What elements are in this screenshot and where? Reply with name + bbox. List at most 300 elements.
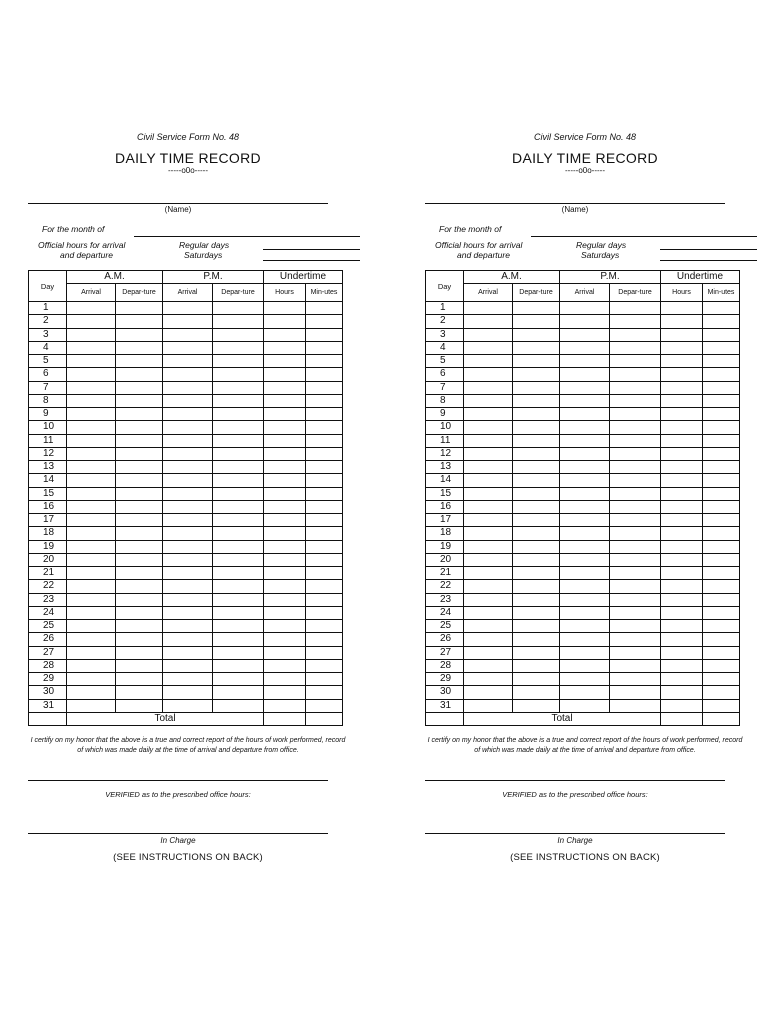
am-arrival-cell[interactable] <box>464 646 513 659</box>
undertime-minutes-cell[interactable] <box>703 394 740 407</box>
pm-departure-cell[interactable] <box>610 447 661 460</box>
am-arrival-cell[interactable] <box>464 341 513 354</box>
am-departure-cell[interactable] <box>513 421 560 434</box>
pm-departure-cell[interactable] <box>610 302 661 315</box>
am-arrival-cell[interactable] <box>464 355 513 368</box>
undertime-minutes-cell[interactable] <box>306 434 343 447</box>
undertime-hours-cell[interactable] <box>661 341 703 354</box>
am-departure-cell[interactable] <box>513 686 560 699</box>
pm-departure-cell[interactable] <box>213 620 264 633</box>
am-departure-cell[interactable] <box>116 514 163 527</box>
am-departure-cell[interactable] <box>116 633 163 646</box>
pm-arrival-cell[interactable] <box>560 699 610 712</box>
am-departure-cell[interactable] <box>513 606 560 619</box>
undertime-hours-cell[interactable] <box>264 500 306 513</box>
undertime-hours-cell[interactable] <box>661 673 703 686</box>
pm-arrival-cell[interactable] <box>163 646 213 659</box>
pm-departure-cell[interactable] <box>213 540 264 553</box>
pm-arrival-cell[interactable] <box>163 686 213 699</box>
undertime-hours-cell[interactable] <box>264 315 306 328</box>
undertime-minutes-cell[interactable] <box>703 381 740 394</box>
undertime-minutes-cell[interactable] <box>703 434 740 447</box>
pm-departure-cell[interactable] <box>610 580 661 593</box>
am-departure-cell[interactable] <box>513 381 560 394</box>
undertime-hours-cell[interactable] <box>264 567 306 580</box>
pm-departure-cell[interactable] <box>213 659 264 672</box>
am-arrival-cell[interactable] <box>464 302 513 315</box>
am-arrival-cell[interactable] <box>464 567 513 580</box>
am-departure-cell[interactable] <box>513 302 560 315</box>
am-departure-cell[interactable] <box>513 315 560 328</box>
am-departure-cell[interactable] <box>116 487 163 500</box>
undertime-minutes-cell[interactable] <box>703 355 740 368</box>
signature-line[interactable] <box>425 780 725 781</box>
undertime-minutes-cell[interactable] <box>306 394 343 407</box>
in-charge-signature-line[interactable] <box>28 833 328 834</box>
pm-arrival-cell[interactable] <box>560 434 610 447</box>
undertime-minutes-cell[interactable] <box>703 606 740 619</box>
am-arrival-cell[interactable] <box>67 355 116 368</box>
pm-departure-cell[interactable] <box>610 381 661 394</box>
pm-arrival-cell[interactable] <box>560 421 610 434</box>
pm-departure-cell[interactable] <box>610 341 661 354</box>
undertime-hours-cell[interactable] <box>661 659 703 672</box>
am-departure-cell[interactable] <box>116 302 163 315</box>
am-arrival-cell[interactable] <box>67 328 116 341</box>
am-arrival-cell[interactable] <box>67 699 116 712</box>
am-arrival-cell[interactable] <box>67 686 116 699</box>
pm-arrival-cell[interactable] <box>163 659 213 672</box>
pm-arrival-cell[interactable] <box>163 408 213 421</box>
am-arrival-cell[interactable] <box>67 500 116 513</box>
undertime-minutes-cell[interactable] <box>703 500 740 513</box>
pm-departure-cell[interactable] <box>610 633 661 646</box>
pm-departure-cell[interactable] <box>610 487 661 500</box>
undertime-minutes-cell[interactable] <box>306 633 343 646</box>
am-arrival-cell[interactable] <box>464 659 513 672</box>
pm-arrival-cell[interactable] <box>163 421 213 434</box>
pm-arrival-cell[interactable] <box>560 302 610 315</box>
pm-departure-cell[interactable] <box>610 540 661 553</box>
am-arrival-cell[interactable] <box>67 487 116 500</box>
pm-arrival-cell[interactable] <box>560 646 610 659</box>
undertime-minutes-cell[interactable] <box>703 421 740 434</box>
pm-departure-cell[interactable] <box>213 461 264 474</box>
am-departure-cell[interactable] <box>513 514 560 527</box>
am-departure-cell[interactable] <box>116 686 163 699</box>
pm-arrival-cell[interactable] <box>163 447 213 460</box>
undertime-hours-cell[interactable] <box>661 527 703 540</box>
pm-arrival-cell[interactable] <box>163 580 213 593</box>
name-line[interactable] <box>425 203 725 204</box>
pm-departure-cell[interactable] <box>213 315 264 328</box>
undertime-hours-cell[interactable] <box>264 699 306 712</box>
pm-departure-cell[interactable] <box>610 527 661 540</box>
pm-departure-cell[interactable] <box>213 408 264 421</box>
pm-arrival-cell[interactable] <box>560 447 610 460</box>
undertime-hours-cell[interactable] <box>661 606 703 619</box>
undertime-hours-cell[interactable] <box>264 659 306 672</box>
undertime-minutes-cell[interactable] <box>306 341 343 354</box>
undertime-hours-cell[interactable] <box>661 620 703 633</box>
undertime-hours-cell[interactable] <box>264 540 306 553</box>
am-arrival-cell[interactable] <box>464 434 513 447</box>
undertime-minutes-cell[interactable] <box>703 408 740 421</box>
undertime-hours-cell[interactable] <box>661 646 703 659</box>
am-departure-cell[interactable] <box>513 620 560 633</box>
pm-arrival-cell[interactable] <box>560 567 610 580</box>
undertime-minutes-cell[interactable] <box>703 447 740 460</box>
undertime-hours-cell[interactable] <box>661 540 703 553</box>
am-arrival-cell[interactable] <box>464 620 513 633</box>
am-departure-cell[interactable] <box>116 368 163 381</box>
pm-departure-cell[interactable] <box>213 341 264 354</box>
pm-arrival-cell[interactable] <box>560 593 610 606</box>
pm-departure-cell[interactable] <box>610 699 661 712</box>
pm-arrival-cell[interactable] <box>163 620 213 633</box>
undertime-minutes-cell[interactable] <box>703 461 740 474</box>
pm-arrival-cell[interactable] <box>560 394 610 407</box>
pm-arrival-cell[interactable] <box>560 500 610 513</box>
am-departure-cell[interactable] <box>116 434 163 447</box>
am-arrival-cell[interactable] <box>67 447 116 460</box>
pm-departure-cell[interactable] <box>213 699 264 712</box>
am-arrival-cell[interactable] <box>67 368 116 381</box>
am-departure-cell[interactable] <box>116 461 163 474</box>
pm-departure-cell[interactable] <box>610 606 661 619</box>
am-departure-cell[interactable] <box>116 673 163 686</box>
am-arrival-cell[interactable] <box>464 580 513 593</box>
undertime-minutes-cell[interactable] <box>703 673 740 686</box>
pm-arrival-cell[interactable] <box>560 606 610 619</box>
am-arrival-cell[interactable] <box>67 553 116 566</box>
am-arrival-cell[interactable] <box>464 447 513 460</box>
am-arrival-cell[interactable] <box>464 381 513 394</box>
undertime-hours-cell[interactable] <box>661 368 703 381</box>
pm-arrival-cell[interactable] <box>560 461 610 474</box>
undertime-hours-cell[interactable] <box>264 553 306 566</box>
pm-departure-cell[interactable] <box>213 527 264 540</box>
am-arrival-cell[interactable] <box>67 461 116 474</box>
am-arrival-cell[interactable] <box>464 527 513 540</box>
undertime-minutes-cell[interactable] <box>306 302 343 315</box>
am-arrival-cell[interactable] <box>67 514 116 527</box>
am-arrival-cell[interactable] <box>464 686 513 699</box>
pm-departure-cell[interactable] <box>213 500 264 513</box>
pm-departure-cell[interactable] <box>213 421 264 434</box>
undertime-minutes-cell[interactable] <box>703 699 740 712</box>
undertime-minutes-cell[interactable] <box>306 540 343 553</box>
undertime-hours-cell[interactable] <box>264 580 306 593</box>
undertime-minutes-cell[interactable] <box>703 341 740 354</box>
undertime-minutes-cell[interactable] <box>306 368 343 381</box>
undertime-minutes-cell[interactable] <box>703 487 740 500</box>
undertime-hours-cell[interactable] <box>264 620 306 633</box>
undertime-minutes-cell[interactable] <box>306 567 343 580</box>
undertime-hours-cell[interactable] <box>661 553 703 566</box>
am-departure-cell[interactable] <box>116 527 163 540</box>
am-arrival-cell[interactable] <box>464 606 513 619</box>
pm-departure-cell[interactable] <box>610 646 661 659</box>
am-arrival-cell[interactable] <box>464 633 513 646</box>
am-departure-cell[interactable] <box>513 699 560 712</box>
pm-departure-cell[interactable] <box>610 659 661 672</box>
undertime-hours-cell[interactable] <box>661 302 703 315</box>
undertime-hours-cell[interactable] <box>661 686 703 699</box>
undertime-hours-cell[interactable] <box>264 673 306 686</box>
pm-departure-cell[interactable] <box>213 328 264 341</box>
am-departure-cell[interactable] <box>116 341 163 354</box>
am-arrival-cell[interactable] <box>464 487 513 500</box>
pm-arrival-cell[interactable] <box>560 514 610 527</box>
pm-arrival-cell[interactable] <box>163 567 213 580</box>
undertime-hours-cell[interactable] <box>661 633 703 646</box>
pm-departure-cell[interactable] <box>610 567 661 580</box>
am-departure-cell[interactable] <box>513 500 560 513</box>
am-departure-cell[interactable] <box>513 474 560 487</box>
am-departure-cell[interactable] <box>116 355 163 368</box>
am-departure-cell[interactable] <box>116 447 163 460</box>
pm-arrival-cell[interactable] <box>163 381 213 394</box>
am-arrival-cell[interactable] <box>464 368 513 381</box>
undertime-hours-cell[interactable] <box>264 646 306 659</box>
am-arrival-cell[interactable] <box>464 673 513 686</box>
undertime-minutes-cell[interactable] <box>306 673 343 686</box>
pm-departure-cell[interactable] <box>213 381 264 394</box>
am-departure-cell[interactable] <box>513 368 560 381</box>
undertime-minutes-cell[interactable] <box>703 686 740 699</box>
pm-departure-cell[interactable] <box>213 447 264 460</box>
am-arrival-cell[interactable] <box>67 394 116 407</box>
am-arrival-cell[interactable] <box>464 474 513 487</box>
am-departure-cell[interactable] <box>513 540 560 553</box>
undertime-minutes-cell[interactable] <box>703 620 740 633</box>
pm-arrival-cell[interactable] <box>560 580 610 593</box>
am-departure-cell[interactable] <box>116 646 163 659</box>
am-departure-cell[interactable] <box>513 580 560 593</box>
undertime-minutes-cell[interactable] <box>306 381 343 394</box>
undertime-hours-cell[interactable] <box>661 394 703 407</box>
undertime-minutes-cell[interactable] <box>306 606 343 619</box>
pm-arrival-cell[interactable] <box>560 315 610 328</box>
undertime-hours-cell[interactable] <box>264 408 306 421</box>
am-departure-cell[interactable] <box>513 593 560 606</box>
pm-departure-cell[interactable] <box>213 686 264 699</box>
undertime-hours-cell[interactable] <box>264 593 306 606</box>
pm-arrival-cell[interactable] <box>560 673 610 686</box>
pm-arrival-cell[interactable] <box>163 514 213 527</box>
undertime-hours-cell[interactable] <box>264 341 306 354</box>
pm-arrival-cell[interactable] <box>163 315 213 328</box>
saturdays-line[interactable] <box>263 260 360 261</box>
pm-arrival-cell[interactable] <box>163 368 213 381</box>
pm-arrival-cell[interactable] <box>163 474 213 487</box>
pm-arrival-cell[interactable] <box>163 302 213 315</box>
undertime-minutes-cell[interactable] <box>306 355 343 368</box>
pm-departure-cell[interactable] <box>610 355 661 368</box>
undertime-minutes-cell[interactable] <box>306 461 343 474</box>
pm-departure-cell[interactable] <box>610 434 661 447</box>
pm-departure-cell[interactable] <box>610 394 661 407</box>
saturdays-line[interactable] <box>660 260 757 261</box>
am-arrival-cell[interactable] <box>67 567 116 580</box>
am-departure-cell[interactable] <box>116 315 163 328</box>
am-departure-cell[interactable] <box>116 474 163 487</box>
pm-departure-cell[interactable] <box>213 553 264 566</box>
am-departure-cell[interactable] <box>116 540 163 553</box>
pm-arrival-cell[interactable] <box>560 341 610 354</box>
am-arrival-cell[interactable] <box>67 606 116 619</box>
undertime-hours-cell[interactable] <box>661 699 703 712</box>
pm-arrival-cell[interactable] <box>560 540 610 553</box>
undertime-minutes-cell[interactable] <box>306 408 343 421</box>
pm-departure-cell[interactable] <box>610 328 661 341</box>
am-departure-cell[interactable] <box>513 553 560 566</box>
am-departure-cell[interactable] <box>513 394 560 407</box>
pm-arrival-cell[interactable] <box>560 487 610 500</box>
am-arrival-cell[interactable] <box>464 461 513 474</box>
undertime-hours-cell[interactable] <box>264 487 306 500</box>
total-minutes-cell[interactable] <box>306 712 343 725</box>
undertime-minutes-cell[interactable] <box>306 646 343 659</box>
am-departure-cell[interactable] <box>513 633 560 646</box>
undertime-hours-cell[interactable] <box>264 633 306 646</box>
undertime-hours-cell[interactable] <box>661 315 703 328</box>
undertime-hours-cell[interactable] <box>661 593 703 606</box>
am-arrival-cell[interactable] <box>464 394 513 407</box>
pm-arrival-cell[interactable] <box>560 686 610 699</box>
pm-departure-cell[interactable] <box>213 673 264 686</box>
am-departure-cell[interactable] <box>116 381 163 394</box>
pm-arrival-cell[interactable] <box>163 553 213 566</box>
pm-arrival-cell[interactable] <box>560 381 610 394</box>
undertime-hours-cell[interactable] <box>264 381 306 394</box>
pm-arrival-cell[interactable] <box>560 368 610 381</box>
undertime-hours-cell[interactable] <box>661 381 703 394</box>
undertime-minutes-cell[interactable] <box>703 659 740 672</box>
undertime-minutes-cell[interactable] <box>306 553 343 566</box>
undertime-hours-cell[interactable] <box>264 686 306 699</box>
am-departure-cell[interactable] <box>513 434 560 447</box>
pm-arrival-cell[interactable] <box>163 673 213 686</box>
am-arrival-cell[interactable] <box>67 593 116 606</box>
undertime-minutes-cell[interactable] <box>703 567 740 580</box>
pm-arrival-cell[interactable] <box>163 461 213 474</box>
am-arrival-cell[interactable] <box>67 673 116 686</box>
pm-departure-cell[interactable] <box>610 673 661 686</box>
in-charge-signature-line[interactable] <box>425 833 725 834</box>
undertime-hours-cell[interactable] <box>661 487 703 500</box>
pm-departure-cell[interactable] <box>213 606 264 619</box>
month-line[interactable] <box>134 236 360 237</box>
pm-departure-cell[interactable] <box>213 593 264 606</box>
am-departure-cell[interactable] <box>513 487 560 500</box>
pm-arrival-cell[interactable] <box>560 527 610 540</box>
pm-arrival-cell[interactable] <box>560 633 610 646</box>
undertime-hours-cell[interactable] <box>661 500 703 513</box>
pm-arrival-cell[interactable] <box>163 500 213 513</box>
pm-arrival-cell[interactable] <box>560 474 610 487</box>
undertime-hours-cell[interactable] <box>264 606 306 619</box>
undertime-hours-cell[interactable] <box>264 421 306 434</box>
am-arrival-cell[interactable] <box>67 659 116 672</box>
pm-arrival-cell[interactable] <box>560 620 610 633</box>
pm-arrival-cell[interactable] <box>560 355 610 368</box>
pm-arrival-cell[interactable] <box>163 328 213 341</box>
undertime-hours-cell[interactable] <box>661 567 703 580</box>
undertime-hours-cell[interactable] <box>264 328 306 341</box>
pm-departure-cell[interactable] <box>213 646 264 659</box>
undertime-minutes-cell[interactable] <box>306 500 343 513</box>
am-departure-cell[interactable] <box>116 659 163 672</box>
undertime-minutes-cell[interactable] <box>703 540 740 553</box>
undertime-hours-cell[interactable] <box>264 394 306 407</box>
am-departure-cell[interactable] <box>513 461 560 474</box>
am-departure-cell[interactable] <box>116 553 163 566</box>
regular-days-line[interactable] <box>660 249 757 250</box>
pm-arrival-cell[interactable] <box>560 328 610 341</box>
pm-arrival-cell[interactable] <box>560 659 610 672</box>
undertime-hours-cell[interactable] <box>661 355 703 368</box>
am-departure-cell[interactable] <box>116 699 163 712</box>
am-arrival-cell[interactable] <box>67 315 116 328</box>
total-hours-cell[interactable] <box>661 712 703 725</box>
undertime-minutes-cell[interactable] <box>306 447 343 460</box>
am-arrival-cell[interactable] <box>464 540 513 553</box>
pm-arrival-cell[interactable] <box>163 355 213 368</box>
am-arrival-cell[interactable] <box>464 500 513 513</box>
pm-departure-cell[interactable] <box>213 514 264 527</box>
undertime-hours-cell[interactable] <box>661 461 703 474</box>
undertime-hours-cell[interactable] <box>264 447 306 460</box>
pm-arrival-cell[interactable] <box>163 606 213 619</box>
undertime-hours-cell[interactable] <box>661 408 703 421</box>
pm-departure-cell[interactable] <box>610 408 661 421</box>
undertime-hours-cell[interactable] <box>661 421 703 434</box>
total-hours-cell[interactable] <box>264 712 306 725</box>
am-departure-cell[interactable] <box>116 500 163 513</box>
am-arrival-cell[interactable] <box>67 302 116 315</box>
pm-departure-cell[interactable] <box>213 580 264 593</box>
am-departure-cell[interactable] <box>513 447 560 460</box>
pm-arrival-cell[interactable] <box>163 593 213 606</box>
pm-arrival-cell[interactable] <box>163 341 213 354</box>
pm-departure-cell[interactable] <box>610 514 661 527</box>
pm-departure-cell[interactable] <box>213 302 264 315</box>
pm-departure-cell[interactable] <box>213 394 264 407</box>
pm-departure-cell[interactable] <box>213 567 264 580</box>
pm-arrival-cell[interactable] <box>163 540 213 553</box>
undertime-minutes-cell[interactable] <box>703 474 740 487</box>
am-departure-cell[interactable] <box>513 659 560 672</box>
am-arrival-cell[interactable] <box>67 540 116 553</box>
am-arrival-cell[interactable] <box>464 315 513 328</box>
pm-departure-cell[interactable] <box>610 593 661 606</box>
pm-arrival-cell[interactable] <box>163 394 213 407</box>
am-departure-cell[interactable] <box>116 606 163 619</box>
undertime-minutes-cell[interactable] <box>703 514 740 527</box>
am-arrival-cell[interactable] <box>464 421 513 434</box>
am-arrival-cell[interactable] <box>464 408 513 421</box>
am-arrival-cell[interactable] <box>464 514 513 527</box>
am-departure-cell[interactable] <box>116 620 163 633</box>
undertime-minutes-cell[interactable] <box>703 593 740 606</box>
am-departure-cell[interactable] <box>116 421 163 434</box>
pm-departure-cell[interactable] <box>610 500 661 513</box>
undertime-minutes-cell[interactable] <box>703 527 740 540</box>
pm-departure-cell[interactable] <box>213 434 264 447</box>
pm-arrival-cell[interactable] <box>163 434 213 447</box>
